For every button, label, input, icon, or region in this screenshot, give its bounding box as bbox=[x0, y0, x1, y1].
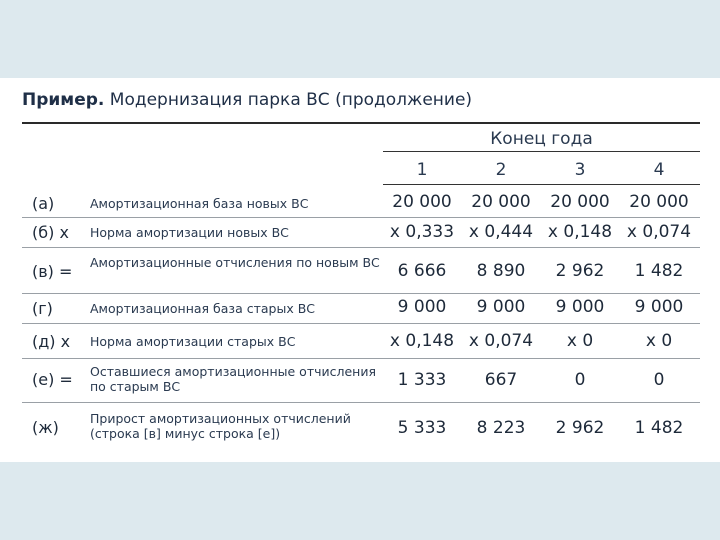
header-divider bbox=[383, 184, 700, 185]
row-description: Амортизационная база новых ВС bbox=[90, 196, 309, 211]
year-header: Конец года bbox=[490, 129, 593, 149]
cell-value: 0 bbox=[574, 370, 586, 390]
row-description: Амортизационные отчисления по новым ВС bbox=[90, 255, 380, 270]
row-description: Амортизационная база старых ВС bbox=[90, 301, 315, 316]
row-description: Норма амортизации старых ВС bbox=[90, 334, 296, 349]
row-label: (б) x bbox=[32, 223, 69, 242]
row-divider bbox=[22, 358, 700, 359]
row-description: Оставшиеся амортизационные отчисления по старым ВС bbox=[90, 364, 376, 394]
cell-value: 6 666 bbox=[397, 261, 447, 281]
slide bbox=[0, 78, 720, 462]
cell-value: 20 000 bbox=[392, 192, 452, 212]
cell-value: 1 333 bbox=[397, 370, 447, 390]
title-bold: Пример. bbox=[22, 90, 105, 110]
cell-value: 9 000 bbox=[555, 297, 605, 317]
row-label: (г) bbox=[32, 299, 53, 318]
cell-value: 9 000 bbox=[397, 297, 447, 317]
row-label: (д) x bbox=[32, 332, 71, 351]
row-divider bbox=[22, 323, 700, 324]
cell-value: x 0,333 bbox=[389, 222, 455, 242]
cell-value: 8 890 bbox=[476, 261, 526, 281]
cell-value: x 0 bbox=[566, 331, 594, 351]
row-label: (е) = bbox=[32, 370, 73, 389]
row-description: Прирост амортизационных отчислений (строка [в] минус строка [е]) bbox=[90, 411, 351, 441]
cell-value: 667 bbox=[484, 370, 518, 390]
row-divider bbox=[22, 217, 700, 218]
cell-value: 9 000 bbox=[634, 297, 684, 317]
row-divider bbox=[22, 247, 700, 248]
year-col-4: 4 bbox=[653, 160, 665, 180]
title-divider bbox=[22, 122, 700, 124]
cell-value: 5 333 bbox=[397, 418, 447, 438]
cell-value: x 0 bbox=[645, 331, 673, 351]
cell-value: 8 223 bbox=[476, 418, 526, 438]
year-col-1: 1 bbox=[416, 160, 428, 180]
year-col-2: 2 bbox=[495, 160, 507, 180]
row-description: Норма амортизации новых ВС bbox=[90, 225, 289, 240]
cell-value: 2 962 bbox=[555, 418, 605, 438]
row-divider bbox=[22, 402, 700, 403]
cell-value: x 0,444 bbox=[468, 222, 534, 242]
header-divider bbox=[383, 151, 700, 152]
cell-value: 20 000 bbox=[550, 192, 610, 212]
cell-value: x 0,148 bbox=[547, 222, 613, 242]
cell-value: 1 482 bbox=[634, 261, 684, 281]
row-label: (а) bbox=[32, 194, 55, 213]
slide-title bbox=[22, 90, 472, 110]
row-label: (ж) bbox=[32, 418, 59, 437]
cell-value: 20 000 bbox=[629, 192, 689, 212]
title-rest: Модернизация парка ВС (продолжение) bbox=[104, 90, 473, 110]
cell-value: 1 482 bbox=[634, 418, 684, 438]
cell-value: 9 000 bbox=[476, 297, 526, 317]
row-divider bbox=[22, 293, 700, 294]
cell-value: 0 bbox=[653, 370, 665, 390]
cell-value: x 0,074 bbox=[468, 331, 534, 351]
year-col-3: 3 bbox=[574, 160, 586, 180]
cell-value: 2 962 bbox=[555, 261, 605, 281]
cell-value: 20 000 bbox=[471, 192, 531, 212]
cell-value: x 0,148 bbox=[389, 331, 455, 351]
cell-value: x 0,074 bbox=[626, 222, 692, 242]
row-label: (в) = bbox=[32, 262, 73, 281]
